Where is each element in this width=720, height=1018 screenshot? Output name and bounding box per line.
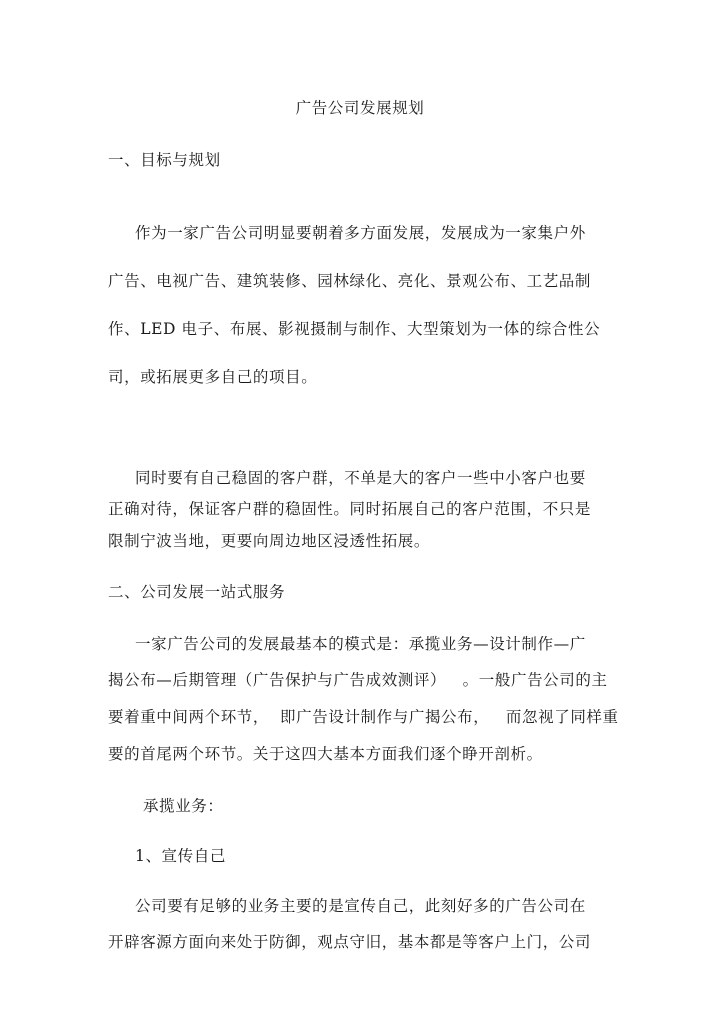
paragraph-line: 广告、电视广告、建筑装修、园林绿化、亮化、景观公布、工艺品制 (108, 272, 592, 290)
sub-heading: 承揽业务： (143, 797, 224, 815)
paragraph-line: 揭公布—后期管理（广告保护与广告成效测评） 。一般广告公司的主 (108, 671, 608, 689)
section-heading-services: 二、公司发展一站式服务 (108, 583, 286, 601)
section-heading-goals: 一、目标与规划 (108, 151, 221, 169)
paragraph-line: 正确对待，保证客户群的稳固性。同时拓展自己的客户范围，不只是 (108, 500, 592, 518)
paragraph-line: 一家广告公司的发展最基本的模式是：承揽业务—设计制作—广 (135, 635, 586, 653)
paragraph-line: 司，或拓展更多自己的项目。 (108, 368, 318, 386)
paragraph-line: 公司要有足够的业务主要的是宣传自己，此刻好多的广告公司在 (135, 897, 586, 915)
paragraph-line: 同时要有自己稳固的客户群，不单是大的客户一些中小客户也要 (135, 469, 586, 487)
paragraph-line: 要的首尾两个环节。关于这四大基本方面我们逐个睁开剖析。 (108, 745, 543, 763)
document-title: 广告公司发展规划 (295, 99, 425, 117)
paragraph-line: 限制宁波当地，更要向周边地区浸透性拓展。 (108, 532, 431, 550)
paragraph-line: 要着重中间两个环节， 即广告设计制作与广揭公布， 而忽视了同样重 (108, 708, 619, 726)
list-item-heading: 1、宣传自己 (135, 847, 226, 865)
paragraph-line: 作为一家广告公司明显要朝着多方面发展，发展成为一家集户外 (135, 224, 586, 242)
paragraph-line: 作、LED 电子、布展、影视摄制与制作、大型策划为一体的综合性公 (108, 320, 601, 338)
paragraph-line: 开辟客源方面向来处于防御，观点守旧，基本都是等客户上门，公司 (108, 933, 592, 951)
